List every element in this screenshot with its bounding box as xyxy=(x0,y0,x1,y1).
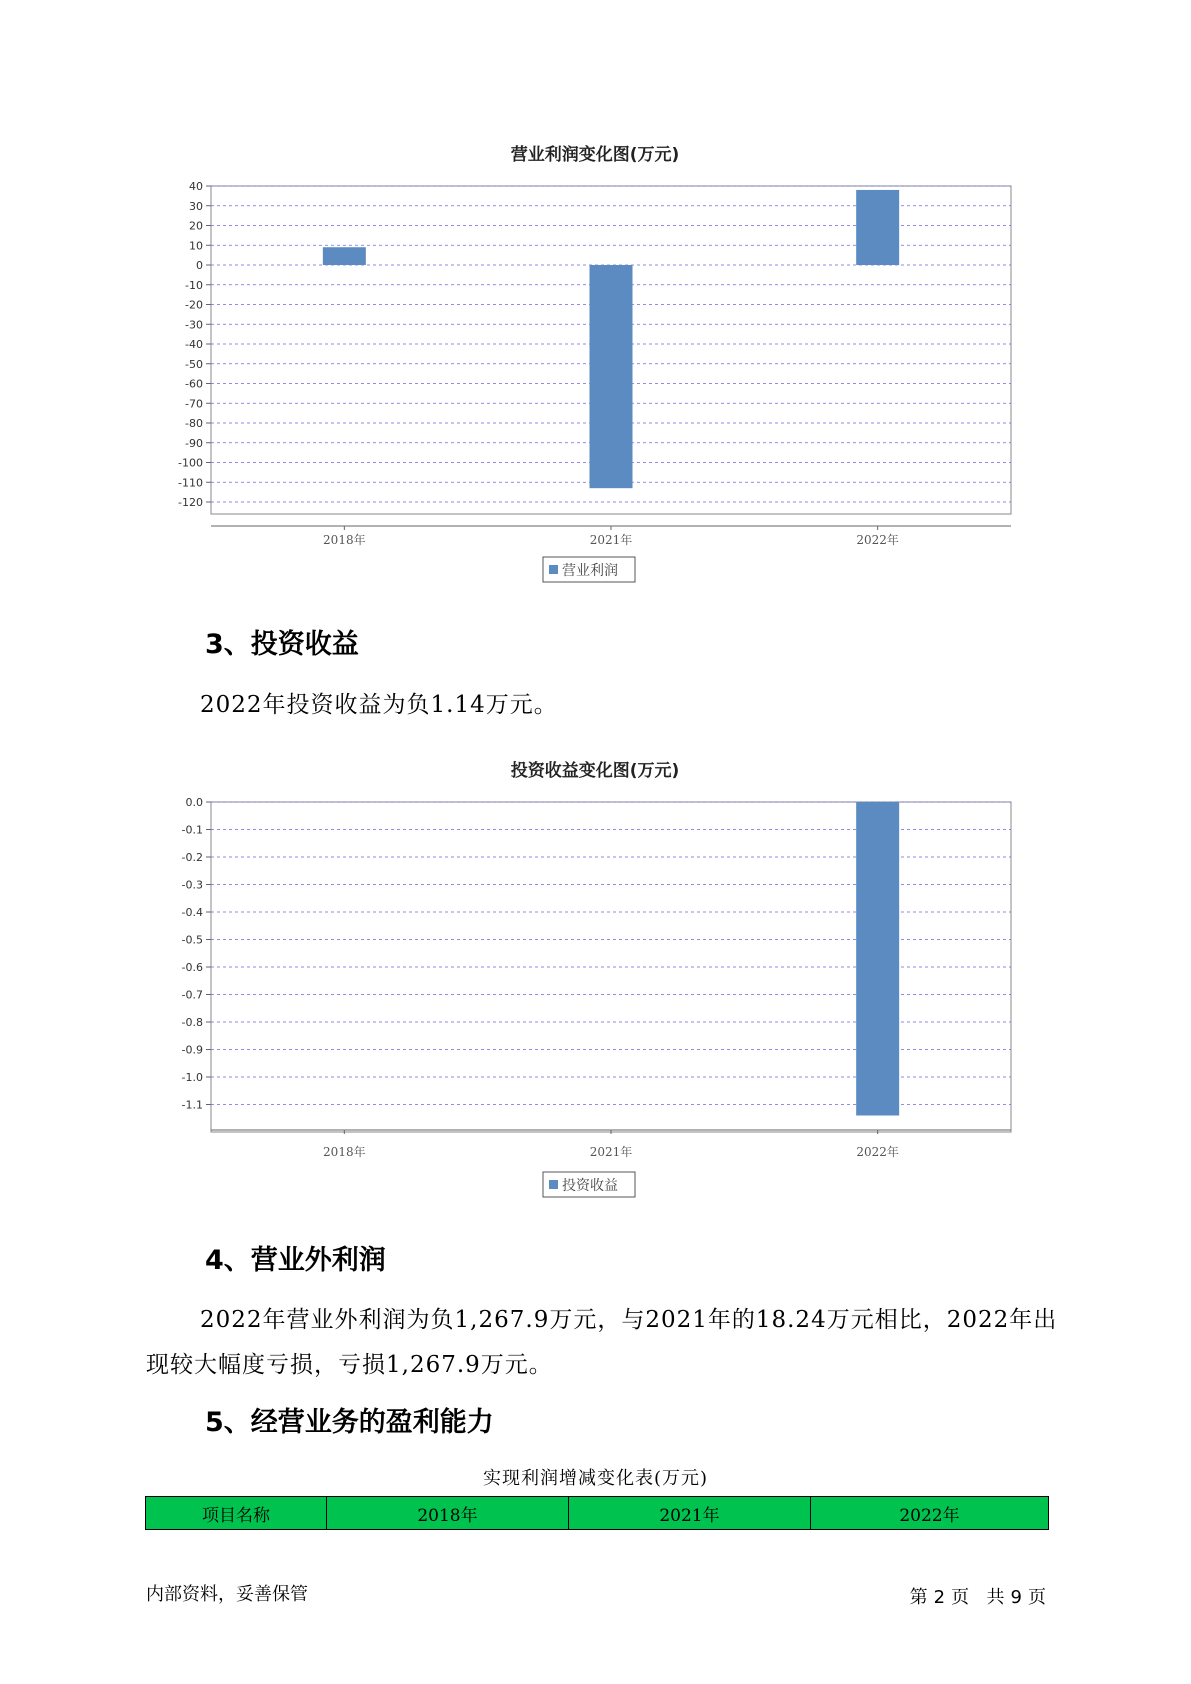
page-label-mid: 页 xyxy=(951,1587,970,1608)
y-tick-label: -0.5 xyxy=(181,933,203,947)
bar xyxy=(590,265,633,488)
table-header-row xyxy=(146,1497,1049,1530)
bar xyxy=(323,247,366,265)
legend-label: 营业利润 xyxy=(562,563,618,579)
section-4-heading: 4、营业外利润 xyxy=(205,1245,386,1276)
section-4-text: 2022年营业外利润为负1,267.9万元，与2021年的18.24万元相比，2022年出现较大幅度亏损，亏损1,267.9万元。 xyxy=(146,1307,1058,1378)
footer-page-number xyxy=(907,1583,1049,1609)
y-tick-label: -50 xyxy=(185,357,203,371)
y-tick-label: -10 xyxy=(185,278,203,292)
section-3-text: 2022年投资收益为负1.14万元。 xyxy=(200,692,558,718)
x-tick-label: 2021年 xyxy=(589,1145,633,1159)
y-tick-label: -80 xyxy=(185,417,203,430)
legend-swatch xyxy=(549,565,558,574)
operating-profit-chart xyxy=(0,130,1191,600)
y-tick-label: -1.1 xyxy=(181,1098,203,1112)
bar xyxy=(856,802,899,1116)
y-tick-label: -120 xyxy=(178,496,203,509)
y-tick-label: -60 xyxy=(185,377,203,391)
chart-title: 投资收益变化图(万元) xyxy=(510,761,680,781)
page-number: 2 xyxy=(933,1587,946,1608)
y-tick-label: -70 xyxy=(185,397,203,411)
y-tick-label: -1.0 xyxy=(181,1071,203,1084)
section-5-heading: 5、经营业务的盈利能力 xyxy=(205,1407,494,1438)
page-label-pre: 第 xyxy=(909,1587,928,1608)
table-header-cell: 项目名称 xyxy=(146,1497,327,1530)
total-label-post: 页 xyxy=(1028,1587,1046,1608)
total-label: 共 xyxy=(986,1587,1005,1608)
table-caption: 实现利润增减变化表(万元) xyxy=(482,1468,709,1489)
section-3-heading: 3、投资收益 xyxy=(205,629,359,660)
y-tick-label: 0 xyxy=(196,259,203,272)
y-tick-label: -110 xyxy=(178,476,203,490)
legend-swatch xyxy=(549,1180,558,1189)
footer-confidential-note: 内部资料，妥善保管 xyxy=(146,1584,308,1605)
x-tick-label: 2022年 xyxy=(856,533,899,547)
legend-label: 投资收益 xyxy=(562,1178,618,1194)
total-pages: 9 xyxy=(1010,1587,1022,1608)
y-tick-label: 40 xyxy=(189,180,203,193)
x-tick-label: 2022年 xyxy=(856,1145,899,1159)
table-header-cell: 2021年 xyxy=(569,1497,811,1530)
x-tick-label: 2018年 xyxy=(323,533,366,547)
y-tick-label: -100 xyxy=(178,456,203,470)
y-tick-label: -0.7 xyxy=(181,988,203,1002)
y-tick-label: -0.3 xyxy=(181,878,203,892)
y-tick-label: 30 xyxy=(189,199,203,213)
y-tick-label: -20 xyxy=(185,298,203,312)
y-tick-label: -90 xyxy=(185,436,203,450)
y-tick-label: 20 xyxy=(189,219,203,233)
y-tick-label: -0.2 xyxy=(181,851,203,864)
y-tick-label: -30 xyxy=(185,318,203,332)
chart-title: 营业利润变化图(万元) xyxy=(510,145,680,165)
y-tick-label: -0.4 xyxy=(181,906,203,919)
y-tick-label: -0.6 xyxy=(181,961,203,974)
bar xyxy=(856,190,899,265)
x-tick-label: 2018年 xyxy=(323,1145,366,1159)
operating-profit-chart-svg xyxy=(0,130,1191,600)
y-tick-label: 0.0 xyxy=(185,796,203,809)
y-tick-label: 10 xyxy=(189,239,203,253)
x-tick-label: 2021年 xyxy=(589,533,633,547)
y-tick-label: -0.9 xyxy=(181,1043,203,1057)
y-tick-label: -40 xyxy=(185,338,203,351)
investment-income-chart-svg xyxy=(0,746,1191,1216)
y-tick-label: -0.8 xyxy=(181,1016,203,1029)
y-tick-label: -0.1 xyxy=(181,823,203,837)
table-header-cell: 2022年 xyxy=(811,1497,1049,1530)
table-header-cell: 2018年 xyxy=(327,1497,569,1530)
investment-income-chart xyxy=(0,746,1191,1216)
profit-change-table xyxy=(145,1496,1049,1530)
